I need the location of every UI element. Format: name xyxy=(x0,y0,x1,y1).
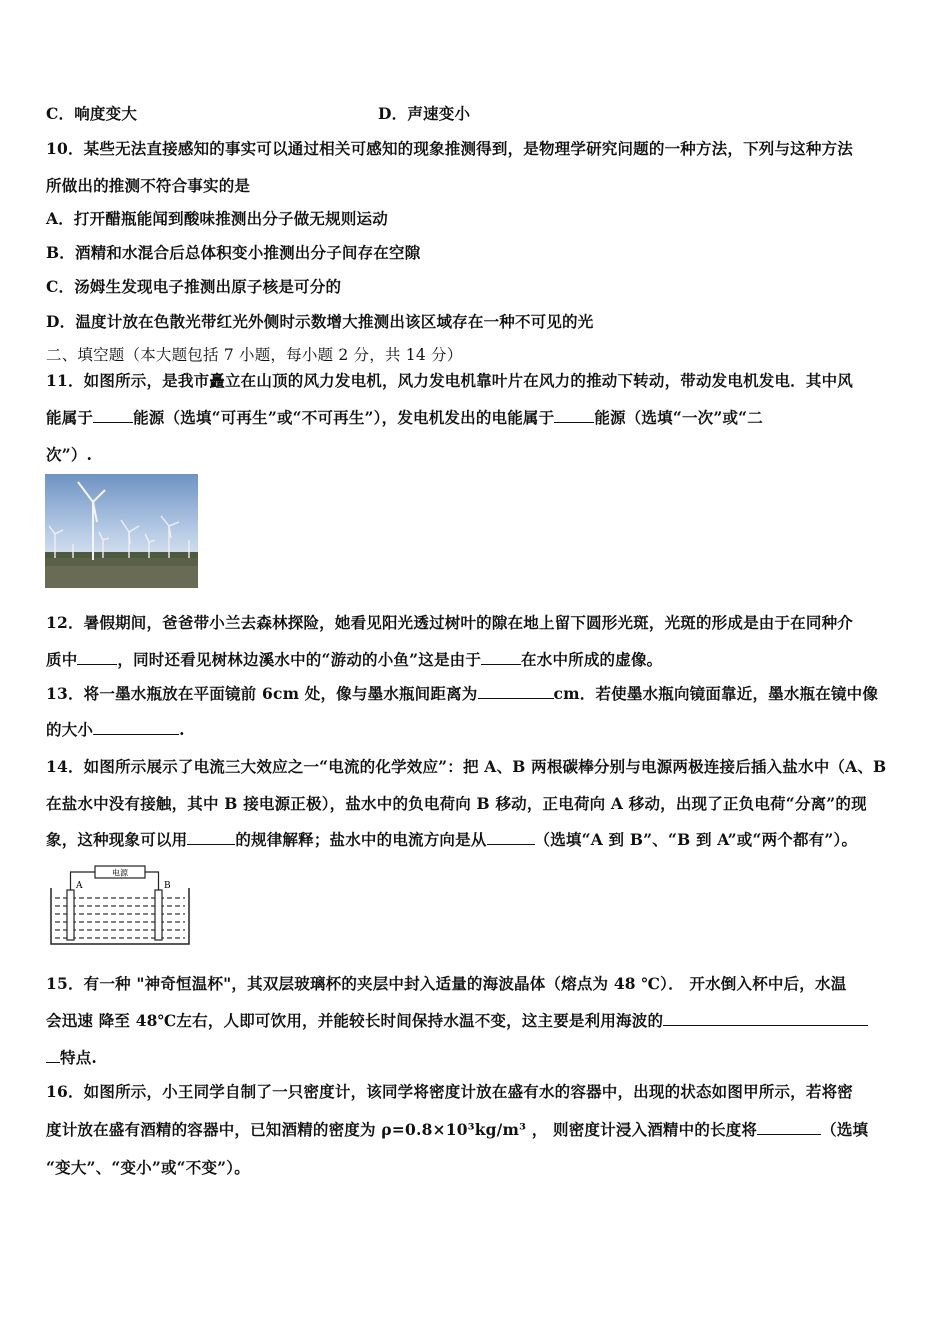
q14-text-b: 的规律解释；盐水中的电流方向是从 xyxy=(235,830,487,849)
q11-text-c: 能源（选填“一次”或“二 xyxy=(594,408,763,427)
q15-blank-1[interactable] xyxy=(663,1011,868,1026)
section-heading: 二、填空题（本大题包括 7 小题，每小题 2 分，共 14 分） xyxy=(46,346,463,364)
q12-line-2 xyxy=(46,648,662,670)
power-supply-label: 电源 xyxy=(112,868,128,878)
q13-text-a: 13．将一墨水瓶放在平面镜前 6cm 处，像与墨水瓶间距离为 xyxy=(46,684,478,703)
q15-line-2 xyxy=(46,1009,868,1031)
electrode-a-label: A xyxy=(76,881,83,891)
q14-line-2: 在盐水中没有接触，其中 B 接电源正极），盐水中的负电荷向 B 移动，正电荷向 A 移动，出现了正负电荷“分离”的现 xyxy=(46,794,867,813)
wind-turbine-photo xyxy=(45,474,198,588)
q13-text-c: 的大小 xyxy=(46,720,94,739)
q16-text-a: 度计放在盛有酒精的容器中，已知酒精的密度为 ρ=0.8×10³kg/m³ ， 则密度计浸入酒精中的长度将 xyxy=(46,1120,758,1139)
q11-line-1: 11．如图所示，是我市矗立在山顶的风力发电机，风力发电机靠叶片在风力的推动下转动，带动发电机发电．其中风 xyxy=(46,371,853,390)
q13-line-1 xyxy=(46,682,878,704)
q16-blank-1[interactable] xyxy=(757,1120,821,1135)
q16-line-3: “变大”、“变小”或“不变”）。 xyxy=(46,1158,250,1177)
q16-line-2 xyxy=(46,1118,868,1140)
q14-blank-2[interactable] xyxy=(487,830,535,845)
q9-option-c: C．响度变大 xyxy=(46,104,138,123)
q10-option-a: A．打开醋瓶能闻到酸味推测出分子做无规则运动 xyxy=(46,209,388,228)
q12-blank-1[interactable] xyxy=(77,650,117,665)
q12-text-a: 质中 xyxy=(46,650,78,669)
q13-blank-2[interactable] xyxy=(93,720,179,735)
q13-blank-1[interactable] xyxy=(478,684,554,699)
q11-line-2 xyxy=(46,406,763,428)
q12-text-c: 在水中所成的虚像。 xyxy=(521,650,663,669)
q11-blank-2[interactable] xyxy=(554,408,594,423)
q10-option-c: C．汤姆生发现电子推测出原子核是可分的 xyxy=(46,277,342,296)
q15-text-b: 特点. xyxy=(60,1048,97,1067)
q13-text-b: cm．若使墨水瓶向镜面靠近，墨水瓶在镜中像 xyxy=(553,684,879,703)
q10-stem-line-1: 10．某些无法直接感知的事实可以通过相关可感知的现象推测得到，是物理学研究问题的一种方法，下列与这种方法 xyxy=(46,139,853,158)
q12-line-1: 12．暑假期间，爸爸带小兰去森林探险，她看见阳光透过树叶的隙在地上留下圆形光斑，光斑的形成是由于在同种介 xyxy=(46,613,853,632)
q13-line-2 xyxy=(46,718,185,740)
q14-line-1: 14．如图所示展示了电流三大效应之一“电流的化学效应”：把 A、B 两根碳棒分别与电源两极连接后插入盐水中（A、B xyxy=(46,757,887,776)
q9-option-d: D．声速变小 xyxy=(378,104,471,123)
q10-stem-line-2: 所做出的推测不符合事实的是 xyxy=(46,176,251,195)
q11-blank-1[interactable] xyxy=(93,408,133,423)
q16-line-1: 16．如图所示，小王同学自制了一只密度计，该同学将密度计放在盛有水的容器中，出现的状态如图甲所示，若将密 xyxy=(46,1082,853,1101)
q16-text-b: （选填 xyxy=(821,1120,869,1139)
q14-text-a: 象，这种现象可以用 xyxy=(46,830,188,849)
q15-blank-2[interactable] xyxy=(46,1048,60,1063)
electrode-b-label: B xyxy=(164,881,171,891)
q12-text-b: ，同时还看见树林边溪水中的“游动的小鱼”这是由于 xyxy=(117,650,482,669)
q11-text-b: 能源（选填“可再生”或“不可再生”），发电机发出的电能属于 xyxy=(133,408,555,427)
q15-line-1: 15．有一种 "神奇恒温杯"，其双层玻璃杯的夹层中封入适量的海波晶体（熔点为 48 ℃）． 开水倒入杯中后，水温 xyxy=(46,974,847,993)
q14-blank-1[interactable] xyxy=(187,830,235,845)
electrolysis-diagram xyxy=(45,862,195,948)
q15-line-3 xyxy=(46,1046,97,1068)
q14-line-3 xyxy=(46,828,857,850)
q13-text-d: . xyxy=(179,720,185,739)
q10-option-d: D．温度计放在色散光带红光外侧时示数增大推测出该区域存在一种不可见的光 xyxy=(46,312,594,331)
q11-text-a: 能属于 xyxy=(46,408,94,427)
q12-blank-2[interactable] xyxy=(481,650,521,665)
q15-text-a: 会迅速 降至 48℃左右，人即可饮用，并能较长时间保持水温不变，这主要是利用海波的 xyxy=(46,1011,664,1030)
q11-line-3: 次”）. xyxy=(46,445,93,464)
q14-text-c: （选填“A 到 B”、“B 到 A”或“两个都有”）。 xyxy=(534,830,858,849)
q10-option-b: B．酒精和水混合后总体积变小推测出分子间存在空隙 xyxy=(46,243,421,262)
